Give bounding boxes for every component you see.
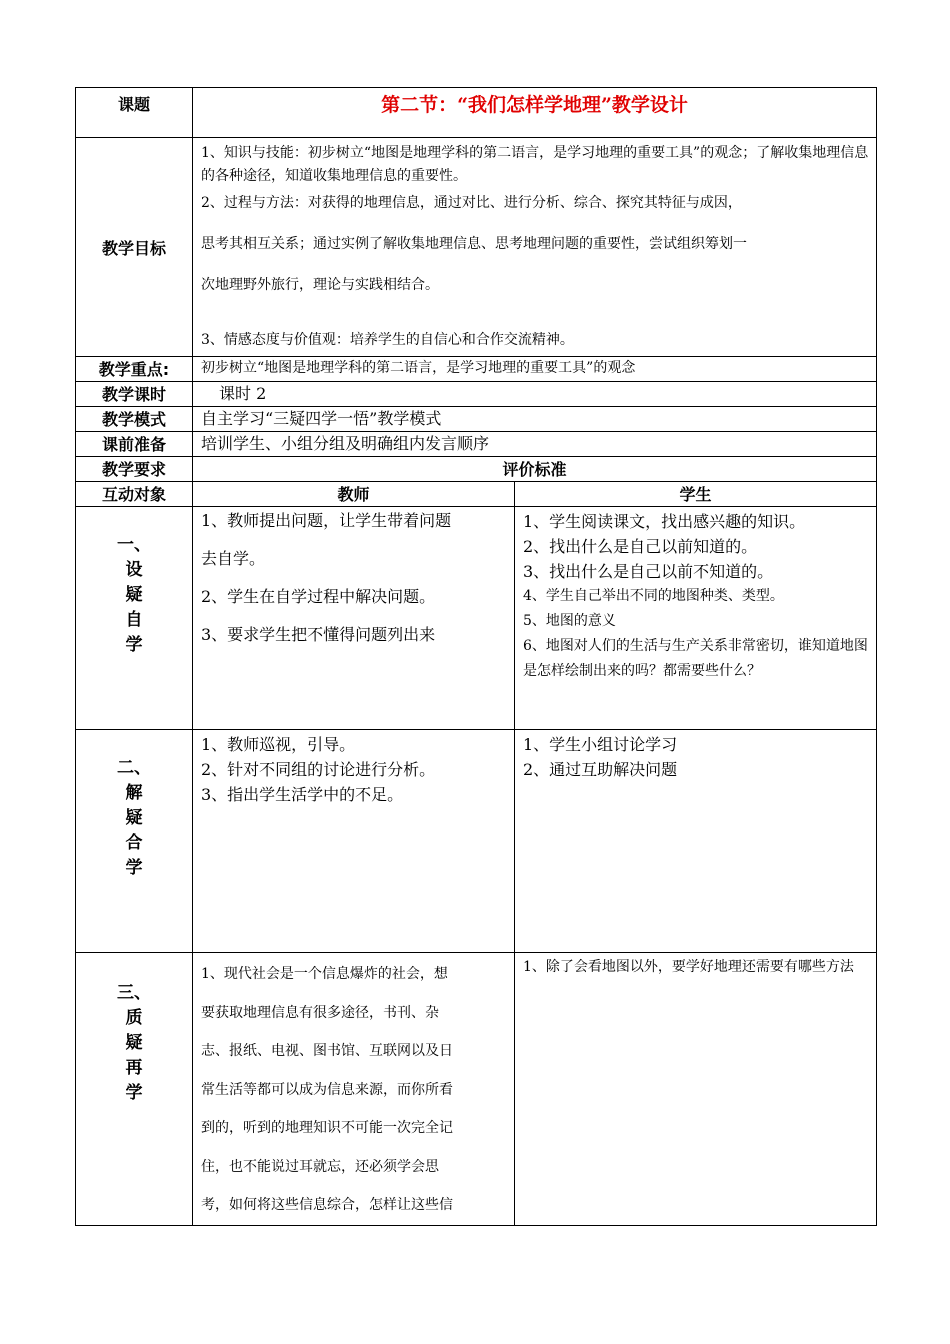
student-item: 6、地图对人们的生活与生产关系非常密切，谁知道地图是怎样绘制出来的吗？都需要些什么？ xyxy=(523,638,868,679)
stage-3-label: 三、 质 疑 再 学 xyxy=(76,953,193,1226)
teacher-item: 1、教师提出问题，让学生带着问题 xyxy=(201,511,452,530)
teacher-item: 1、教师巡视，引导。 xyxy=(201,735,356,754)
stage-2-row xyxy=(76,730,877,953)
teacher-item: 3、指出学生活学中的不足。 xyxy=(201,785,404,804)
topic-row xyxy=(76,88,877,138)
student-item: 1、除了会看地图以外，要学好地理还需要有哪些方法 xyxy=(523,959,854,975)
stage-1-teacher xyxy=(193,507,515,730)
stage-3-row xyxy=(76,953,877,1226)
stage-1-student xyxy=(515,507,877,730)
topic-label: 课题 xyxy=(76,88,193,138)
student-header: 学生 xyxy=(515,482,877,507)
teacher-item: 考，如何将这些信息综合，怎样让这些信 xyxy=(201,1197,453,1213)
stage-2-teacher xyxy=(193,730,515,953)
student-item: 3、找出什么是自己以前不知道的。 xyxy=(523,562,774,581)
prep-row xyxy=(76,432,877,457)
stage-2-student xyxy=(515,730,877,953)
interaction-row xyxy=(76,482,877,507)
goal-process-3: 次地理野外旅行，理论与实践相结合。 xyxy=(201,277,439,293)
focus-value: 初步树立“地图是地理学科的第二语言，是学习地理的重要工具”的观念 xyxy=(193,357,877,382)
teacher-item: 到的，听到的地理知识不可能一次完全记 xyxy=(201,1120,453,1136)
stage-1-label: 一、 设 疑 自 学 xyxy=(76,507,193,730)
requirement-label: 教学要求 xyxy=(76,457,193,482)
lesson-plan-page xyxy=(75,87,876,1226)
goal-attitude: 3、情感态度与价值观：培养学生的自信心和合作交流精神。 xyxy=(201,332,574,348)
teacher-item: 2、针对不同组的讨论进行分析。 xyxy=(201,760,436,779)
student-item: 5、地图的意义 xyxy=(523,613,616,629)
teacher-item: 去自学。 xyxy=(201,549,266,568)
prep-value: 培训学生、小组分组及明确组内发言顺序 xyxy=(193,432,877,457)
focus-label: 教学重点: xyxy=(76,357,193,382)
mode-row xyxy=(76,407,877,432)
hours-label: 教学课时 xyxy=(76,382,193,407)
teacher-item: 1、现代社会是一个信息爆炸的社会，想 xyxy=(201,966,448,982)
mode-label: 教学模式 xyxy=(76,407,193,432)
hours-row xyxy=(76,382,877,407)
goals-label: 教学目标 xyxy=(76,138,193,357)
interaction-label: 互动对象 xyxy=(76,482,193,507)
requirement-row xyxy=(76,457,877,482)
student-item: 2、找出什么是自己以前知道的。 xyxy=(523,537,758,556)
goal-process-1: 2、过程与方法：对获得的地理信息，通过对比、进行分析、综合、探究其特征与成因， xyxy=(201,195,742,211)
student-item: 2、通过互助解决问题 xyxy=(523,760,678,779)
student-item: 1、学生阅读课文，找出感兴趣的知识。 xyxy=(523,512,806,531)
teacher-item: 2、学生在自学过程中解决问题。 xyxy=(201,587,436,606)
goals-row xyxy=(76,138,877,357)
focus-row xyxy=(76,357,877,382)
topic-title: 第二节：“我们怎样学地理”教学设计 xyxy=(193,88,877,138)
evaluation-standard: 评价标准 xyxy=(193,457,877,482)
stage-2-label: 二、 解 疑 合 学 xyxy=(76,730,193,953)
lesson-plan-table xyxy=(75,87,877,1226)
stage-3-teacher xyxy=(193,953,515,1226)
teacher-item: 志、报纸、电视、图书馆、互联网以及日 xyxy=(201,1043,453,1059)
teacher-item: 要获取地理信息有很多途径，书刊、杂 xyxy=(201,1004,439,1021)
hours-value: 课时 2 xyxy=(193,382,877,407)
teacher-item: 3、要求学生把不懂得问题列出来 xyxy=(201,625,436,644)
mode-value: 自主学习“三疑四学一悟”教学模式 xyxy=(193,407,877,432)
prep-label: 课前准备 xyxy=(76,432,193,457)
stage-1-row xyxy=(76,507,877,730)
teacher-item: 住，也不能说过耳就忘，还必须学会思 xyxy=(201,1158,439,1175)
teacher-header: 教师 xyxy=(193,482,515,507)
stage-3-student xyxy=(515,953,877,1226)
goal-process-2: 思考其相互关系；通过实例了解收集地理信息、思考地理问题的重要性，尝试组织筹划一 xyxy=(201,236,747,252)
goal-knowledge: 1、知识与技能：初步树立“地图是地理学科的第二语言，是学习地理的重要工具”的观念；了解收集地理信息的各种途径，知道收集地理信息的重要性。 xyxy=(201,145,869,184)
student-item: 1、学生小组讨论学习 xyxy=(523,735,678,754)
teacher-item: 常生活等都可以成为信息来源，而你所看 xyxy=(201,1081,453,1098)
student-item: 4、学生自己举出不同的地图种类、类型。 xyxy=(523,588,784,604)
